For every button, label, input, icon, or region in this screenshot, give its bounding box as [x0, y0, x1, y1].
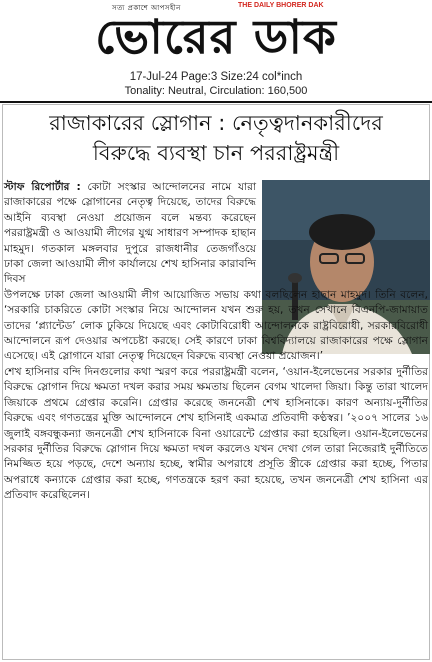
article-paragraph-2: শেখ হাসিনার বন্দি দিনগুলোর কথা স্মরণ করে পররাষ্ট্রমন্ত্রী বলেন, ‘ওয়ান-ইলেভেনের সরকার দুর্নীতির বিরুদ্ধে স্লোগান দিয়ে ক্ষমতা দখল করার সময় ক্ষমতায় ছিলেন বেগম খালেদা জিয়া। কিন্তু তারা খালেদ জিয়াকে প্রথমে গ্রেপ্তার করেনি। গ্রেপ্তার করেছে জননেত্রী শেখ হাসিনাকে। কারণ অন্যায়-দুর্নীতির বিরুদ্ধে এবং গণতন্ত্রের মুক্তি আন্দোলনে শেখ হাসিনাই একমাত্র প্রতিবাদী কণ্ঠস্বর। ’২০০৭ সালের ১৬ জুলাই বঙ্গবন্ধুকন্যা জননেত্রী শেখ হাসিনাকে বিনা ওয়ারেন্টে গ্রেপ্তার করা হয়েছিল। ওয়ান-ইলেভেনের সরকার দুর্নীতির বিরুদ্ধে স্লোগান দিয়ে ক্ষমতা দখল করলেও যখন দেখা গেল তারা নিজেরাই দুর্নীতিতে নিমজ্জিত হয়ে পড়ছে, দেশে অন্যায় হচ্ছে, স্বামীর অপরাধে প্রসূতি স্ত্রীকে গ্রেপ্তার করা হচ্ছে, পিতার অপরাধে কন্যাকে গ্রেপ্তার করা হচ্ছে, গণতন্ত্রকে হরণ করা হয়েছে, তখন জননেত্রী শেখ হাসিনা এর প্রতিবাদ করেছিলেন। — [4, 365, 428, 502]
article-body — [4, 180, 428, 504]
headline-line-2: বিরুদ্ধে ব্যবস্থা চান পররাষ্ট্রমন্ত্রী — [92, 141, 340, 165]
clipping-meta-tonality: Tonality: Neutral, Circulation: 160,500 — [124, 85, 308, 97]
newspaper-title: ভোরের ডাক — [95, 10, 337, 65]
article-byline: স্টাফ রিপোর্টার : — [4, 181, 81, 193]
clipping-meta-date: 17-Jul-24 Page:3 Size:24 col*inch — [129, 71, 303, 83]
masthead — [0, 0, 432, 72]
article-paragraph-1-text: কোটা সংস্কার আন্দোলনের নামে যারা রাজাকারের পক্ষে স্লোগানের নেতৃত্ব দিয়েছে, তাদের বিরুদ্ধে আইনি ব্যবস্থা নেওয়া প্রয়োজন বলে মন্তব্য করেছেন পররাষ্ট্রমন্ত্রী ও আওয়ামী লীগের যুগ্ম সাধারণ সম্পাদক হাছান মাহমুদ। গতকাল মঙ্গলবার দুপুরে রাজধানীর তেজগাঁওয়ে ঢাকা জেলা আওয়ামী লীগ কার্যালয়ে শেখ হাসিনার কারাবন্দি দিবস — [4, 181, 257, 286]
headline-line-1: রাজাকারের স্লোগান : নেতৃত্বদানকারীদের — [49, 111, 383, 135]
article-paragraph-1-continued: উপলক্ষে ঢাকা জেলা আওয়ামী লীগ আয়োজিত সভায় কথা বলছিলেন হাছান মাহমুদ। তিনি বলেন, ‘সরকারি চাকরিতে কোটা সংস্কার নিয়ে আন্দোলন যখন শুরু হয়, তখন সেখানে বিএনপি-জামায়াত তাদের ‘প্ল্যান্টেড’ লোক ঢুকিয়ে দিয়েছে এবং কোটাবিরোধী আন্দোলনকে রাষ্ট্রবিরোধী, সরকারবিরোধী আন্দোলনে রূপ দেওয়ার অপচেষ্টা করছে। সেই কারণে ঢাকা বিশ্ববিদ্যালয়ে রাজাকারের পক্ষে স্লোগান এসেছে। এই স্লোগানে যারা নেতৃত্ব দিয়েছেন বিরুদ্ধে ব্যবস্থা নেওয়া প্রয়োজন।’ — [4, 288, 428, 363]
masthead-english-name: THE DAILY BHORER DAK — [238, 2, 324, 9]
masthead-tagline: সত্য প্রকাশে আপসহীন — [112, 4, 181, 12]
article-headline — [6, 108, 426, 168]
article-paragraph-1 — [4, 180, 256, 288]
divider-rule — [0, 101, 432, 103]
